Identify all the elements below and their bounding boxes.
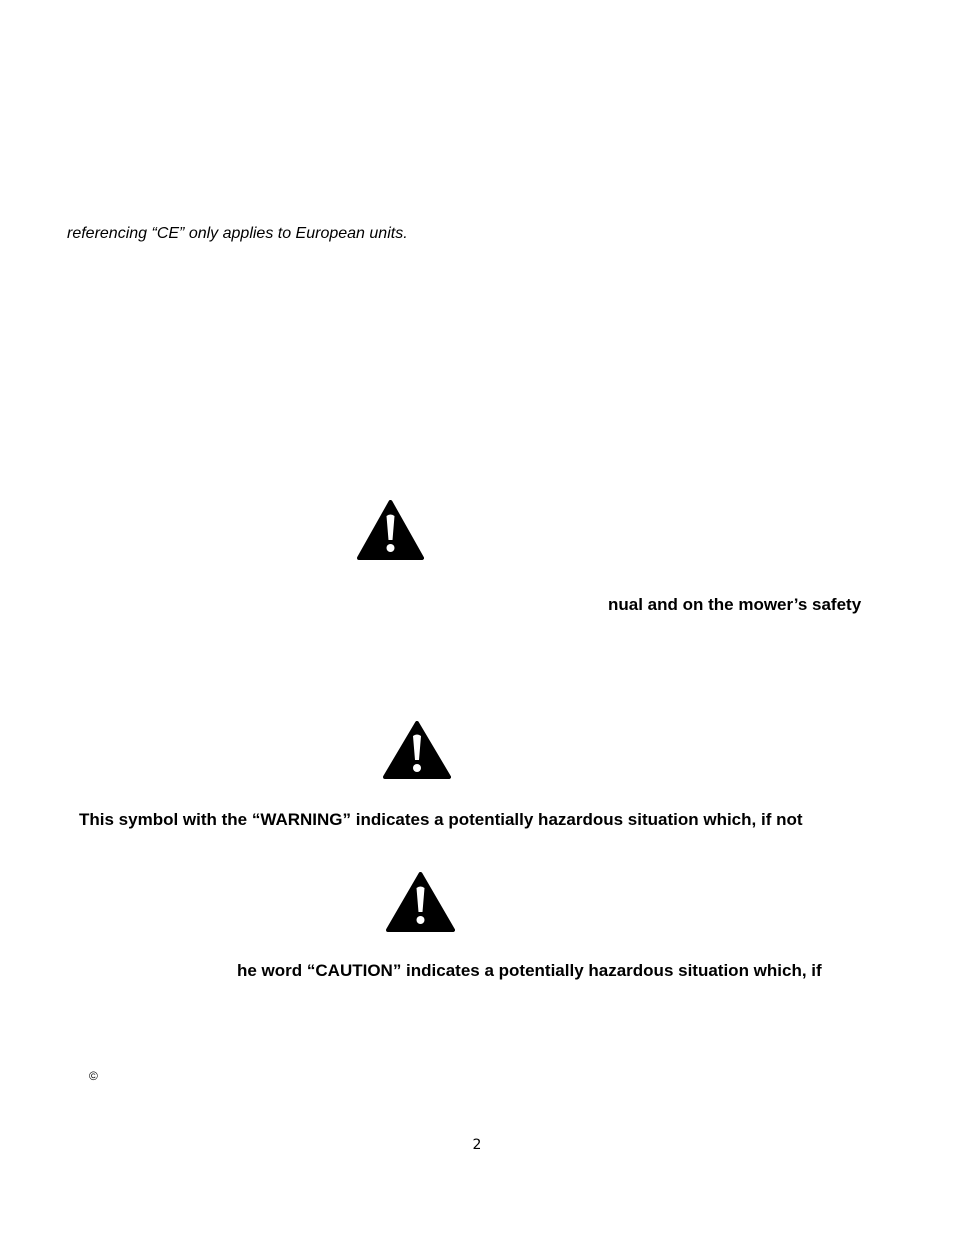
safety-text-fragment: nual and on the mower’s safety [608,595,862,614]
copyright-symbol: © [89,1069,98,1083]
caution-description: he word “CAUTION” indicates a potentially hazardous situation which, if [237,961,822,980]
caution-hazard-icon [386,872,455,933]
warning-hazard-icon [383,721,451,780]
page-number: 2 [472,1137,482,1153]
danger-warning-icon [357,500,424,561]
warning-description: This symbol with the “WARNING” indicates a potentially hazardous situation which, if not [79,810,803,829]
ce-note: referencing “CE” only applies to European units. [67,225,408,242]
